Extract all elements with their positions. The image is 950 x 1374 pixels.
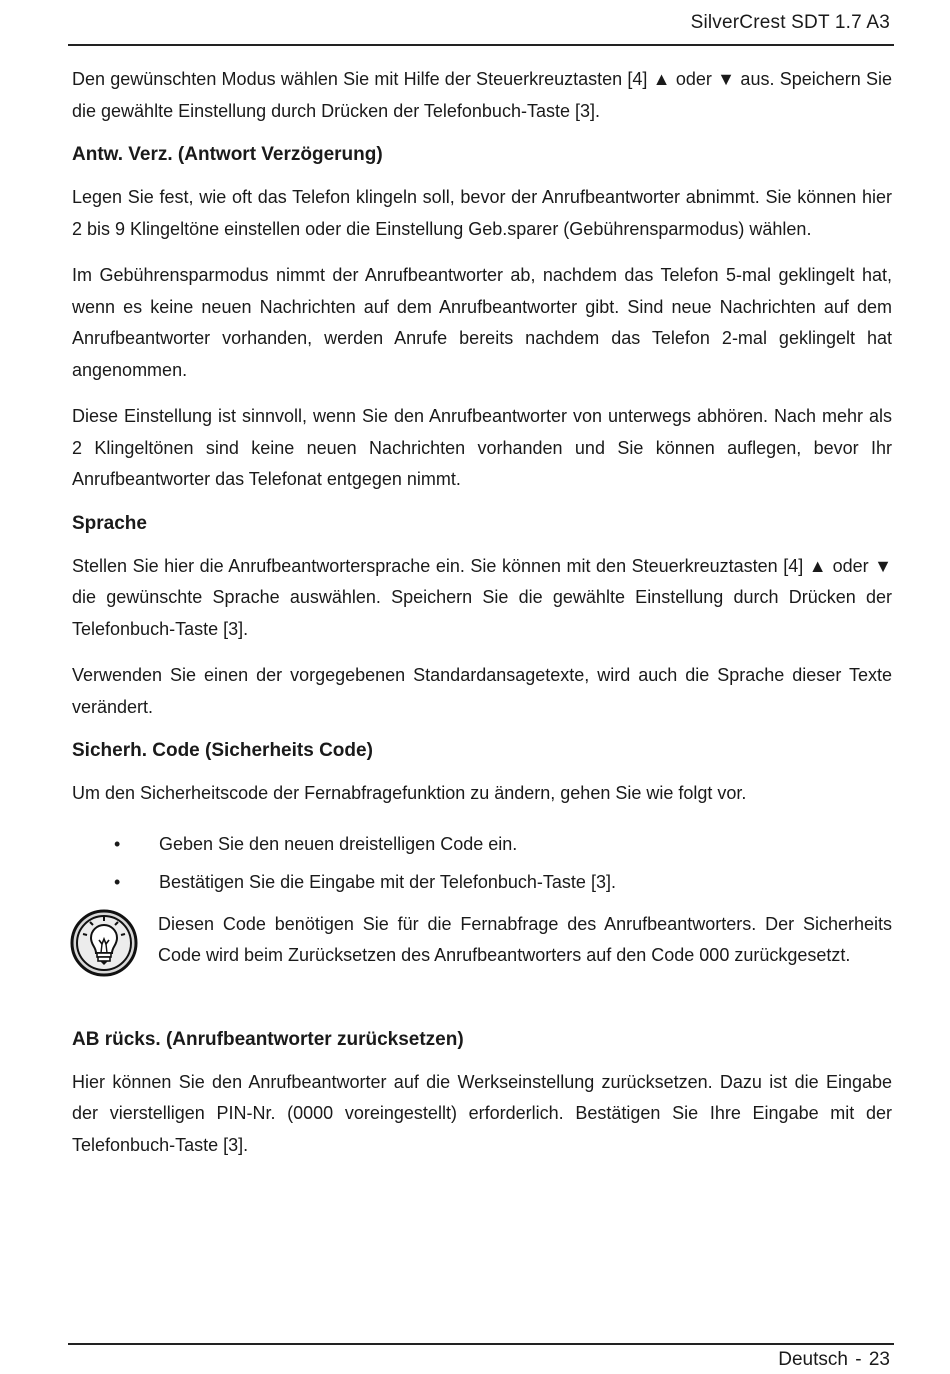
paragraph-antwort-3: Diese Einstellung ist sinnvoll, wenn Sie den Anrufbeantworter von unterwegs abhören. Nach mehr als 2 Klingeltönen sind keine neuen Nachrichten vorhanden und Sie können auflegen, bevor Ihr Anrufbeantworter das Telefonat entgegen nimmt. bbox=[72, 406, 892, 489]
note-text: Diesen Code benötigen Sie für die Fernabfrage des Anrufbeantworters. Der Sicherheits Code wird beim Zurücksetzen des Anrufbeantworters auf den Code 000 zurückgesetzt. bbox=[158, 913, 892, 965]
paragraph-antwort-2: Im Gebührensparmodus nimmt der Anrufbeantworter ab, nachdem das Telefon 5-mal geklingelt hat, wenn es keine neuen Nachrichten auf dem Anrufbeantworter gibt. Sind neue Nachrichten auf dem Anrufbeantworter vorhanden, werden Anrufe bereits nachdem das Telefon 2-mal geklingelt hat angenommen. bbox=[72, 265, 892, 380]
heading-ab-ruecksetzen: AB rücks. (Anrufbeantworter zurücksetzen) bbox=[72, 1028, 464, 1050]
footer-divider bbox=[68, 1343, 894, 1345]
paragraph-intro: Den gewünschten Modus wählen Sie mit Hilfe der Steuerkreuztasten [4] ▲ oder ▼ aus. Speichern Sie die gewählte Einstellung durch Drücken der Telefonbuch-Taste [3]. bbox=[72, 69, 892, 121]
heading-antwort-verzoegerung: Antw. Verz. (Antwort Verzögerung) bbox=[72, 144, 383, 165]
bullet-list bbox=[72, 825, 892, 901]
heading-sprache: Sprache bbox=[72, 512, 147, 534]
paragraph-sprache-1: Stellen Sie hier die Anrufbeantwortersprache ein. Sie können mit den Steuerkreuztasten [4] ▲ oder ▼ die gewünschte Sprache auswählen. Speichern Sie die gewählte Einstellung durch Drücken der Telefonbuch-Taste [3]. bbox=[72, 555, 892, 639]
header-divider bbox=[68, 44, 894, 46]
list-item: • Geben Sie den neuen dreistelligen Code ein. bbox=[72, 825, 892, 863]
note-box bbox=[72, 909, 892, 977]
document-body bbox=[72, 64, 892, 1176]
heading-sicherheits-code: Sicherh. Code (Sicherheits Code) bbox=[72, 740, 373, 761]
lightbulb-icon bbox=[68, 909, 140, 977]
paragraph-reset: Hier können Sie den Anrufbeantworter auf die Werkseinstellung zurücksetzen. Dazu ist die Eingabe der vierstelligen PIN-Nr. (0000 voreingestellt) erforderlich. Bestätigen Sie Ihre Eingabe mit der Telefonbuch-Taste [3]. bbox=[72, 1071, 892, 1155]
paragraph-sprache-2: Verwenden Sie einen der vorgegebenen Standardansagetexte, wird auch die Sprache dieser Texte verändert. bbox=[72, 665, 892, 717]
paragraph-code: Um den Sicherheitscode der Fernabfragefunktion zu ändern, gehen Sie wie folgt vor. bbox=[72, 783, 747, 803]
paragraph-antwort-1: Legen Sie fest, wie oft das Telefon klingeln soll, bevor der Anrufbeantworter abnimmt. Sie können hier 2 bis 9 Klingeltöne einstellen oder die Einstellung Geb.sparer (Gebührensparmodus) wählen. bbox=[72, 187, 892, 239]
page-header-title: SilverCrest SDT 1.7 A3 bbox=[690, 12, 890, 33]
page-number: Deutsch - 23 bbox=[778, 1349, 890, 1370]
list-item: • Bestätigen Sie die Eingabe mit der Telefonbuch-Taste [3]. bbox=[72, 863, 892, 901]
